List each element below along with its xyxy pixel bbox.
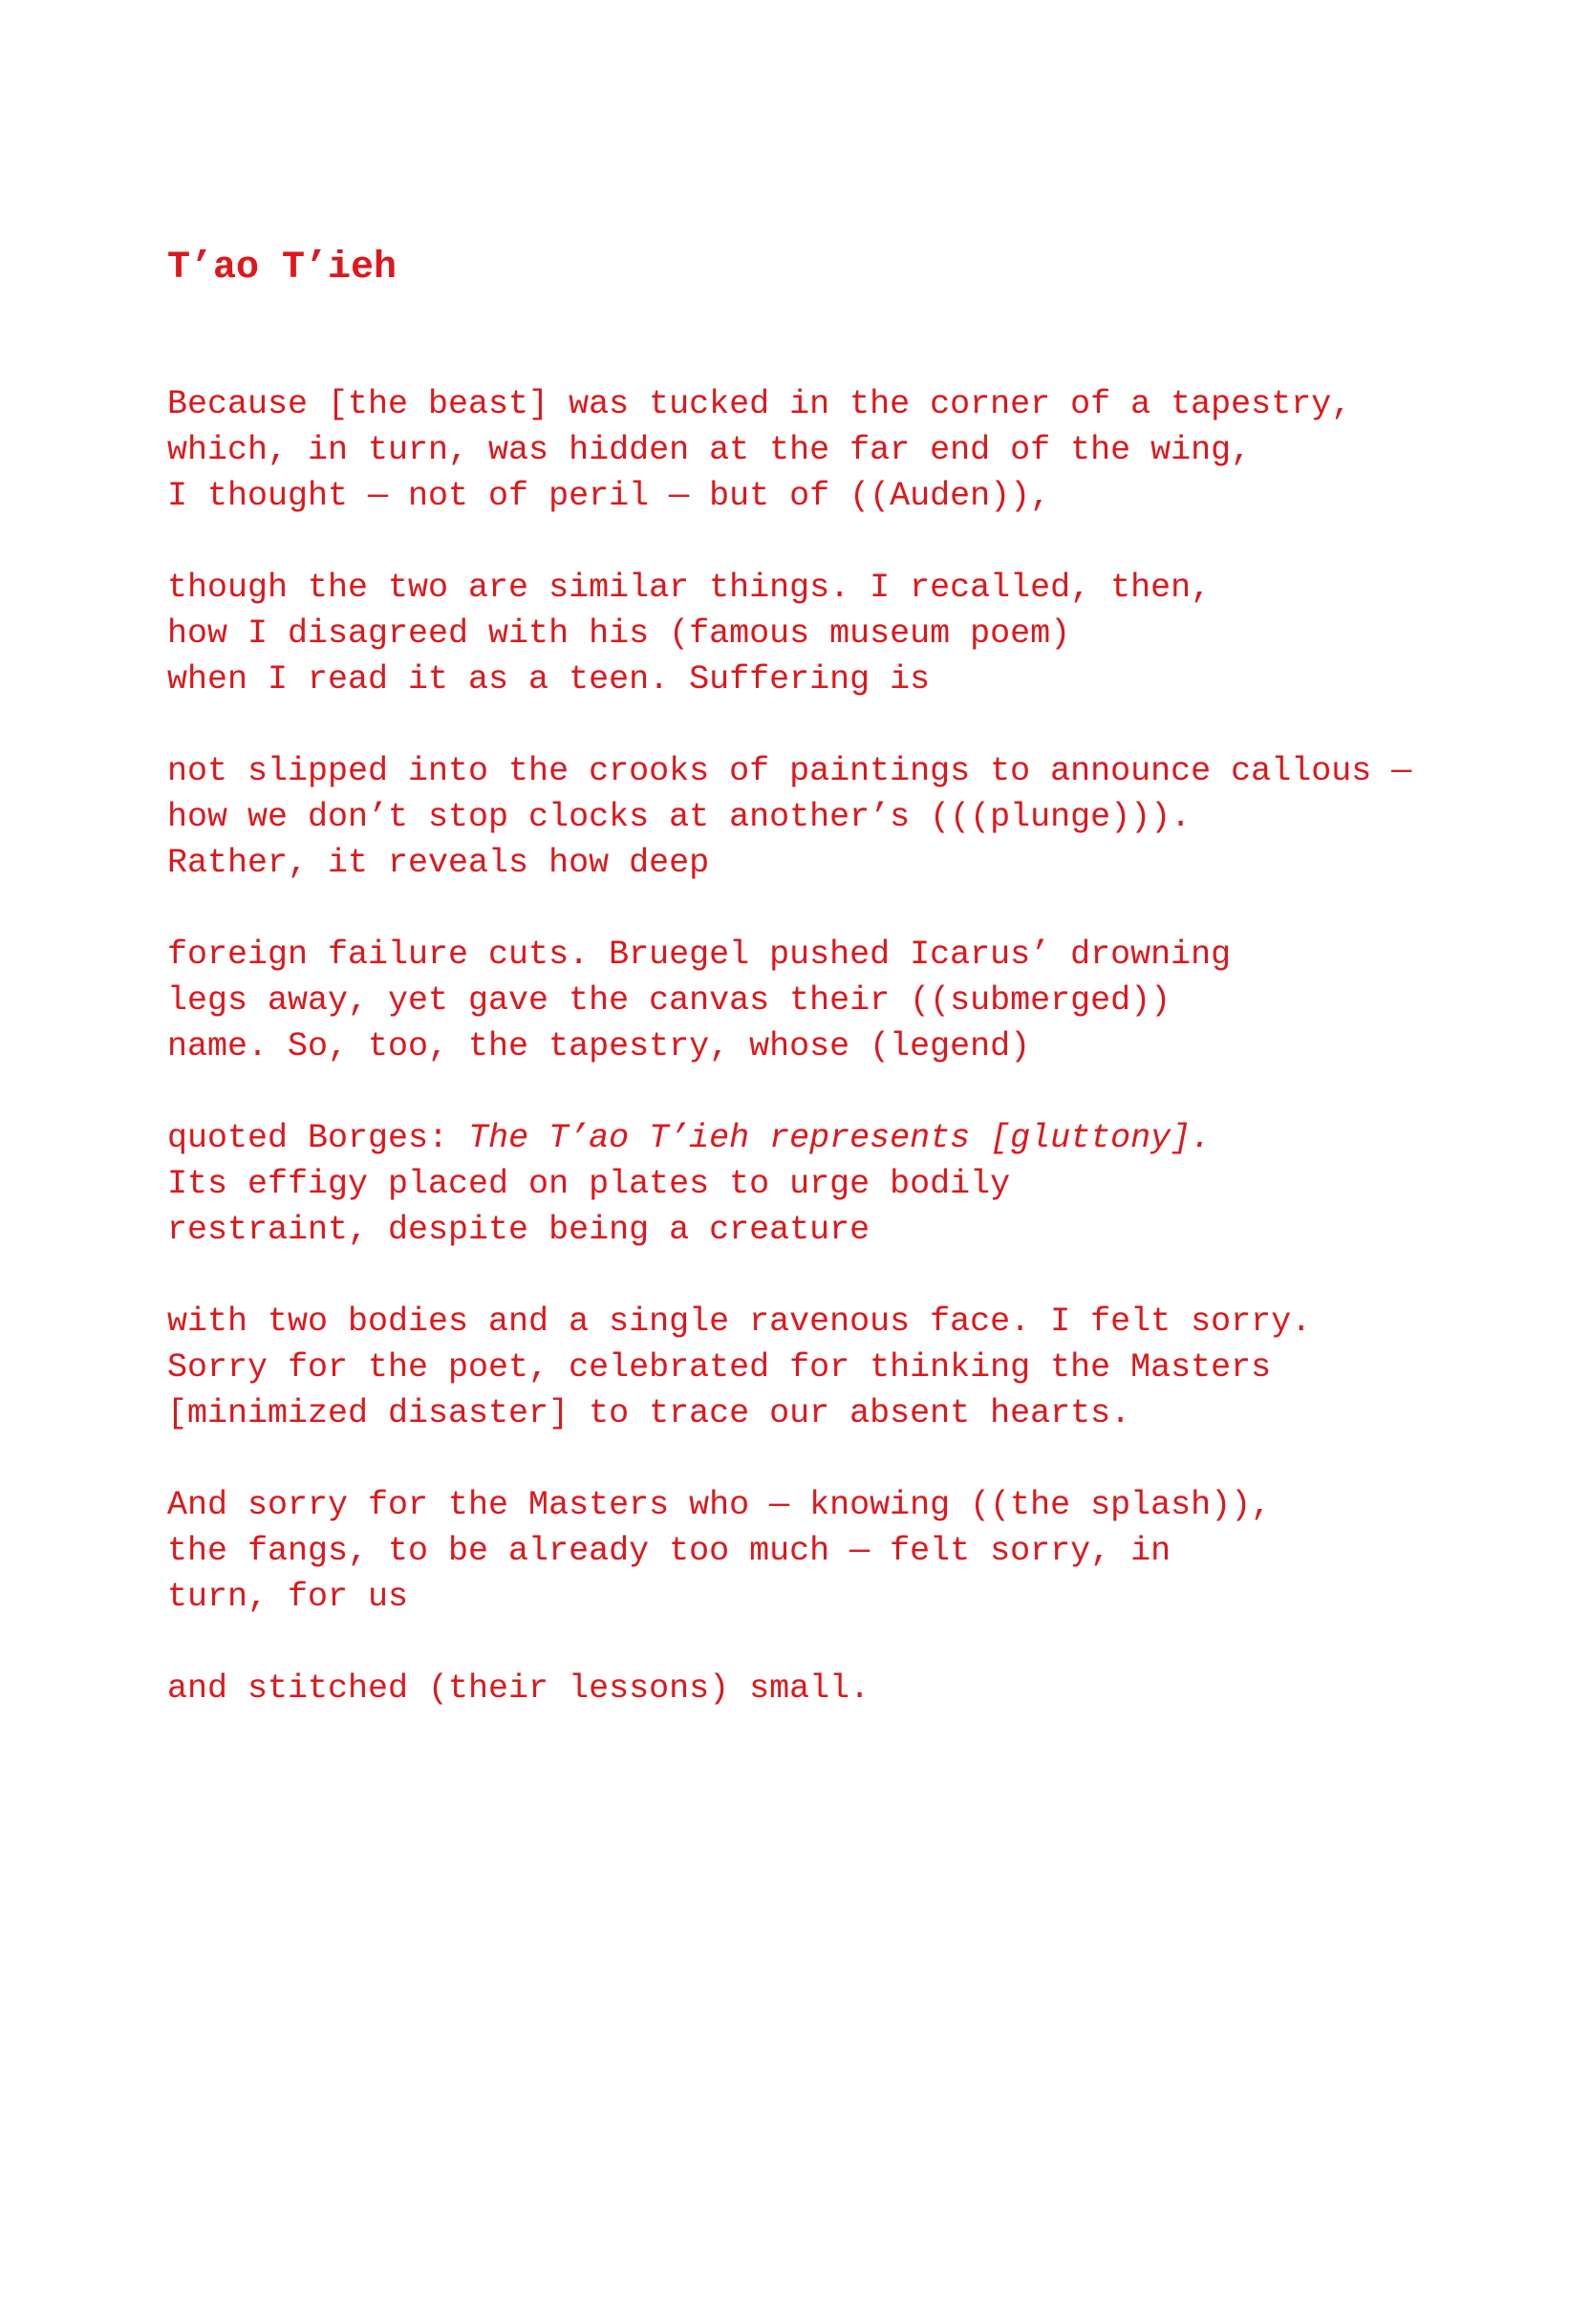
poem-line: which, in turn, was hidden at the far end of the wing, (167, 431, 1252, 469)
poem-line: [minimized disaster] to trace our absent hearts. (167, 1394, 1131, 1432)
stanza-6 (167, 1299, 1543, 1436)
poem (167, 244, 1543, 1757)
poem-line: foreign failure cuts. Bruegel pushed Icarus’ drowning (167, 936, 1232, 974)
poem-line: not slipped into the crooks of paintings to announce callous — (167, 752, 1412, 790)
poem-line: Sorry for the poet, celebrated for thinking the Masters (167, 1348, 1272, 1387)
poem-line: the fangs, to be already too much — felt sorry, in (167, 1532, 1171, 1570)
poem-line: when I read it as a teen. Suffering is (167, 660, 931, 699)
poem-line (167, 1115, 1543, 1161)
borges-quote: The T’ao T’ieh represents [gluttony]. (468, 1119, 1212, 1157)
stanza-7 (167, 1482, 1543, 1620)
stanza-4 (167, 932, 1543, 1069)
stanza-1 (167, 381, 1543, 519)
quote-intro: quoted Borges: (167, 1119, 469, 1157)
stanza-5 (167, 1115, 1543, 1253)
poem-line: restraint, despite being a creature (167, 1211, 870, 1249)
poem-line: with two bodies and a single ravenous face. I felt sorry. (167, 1302, 1312, 1341)
poem-title: T’ao T’ieh (167, 247, 398, 290)
poem-line: turn, for us (167, 1578, 409, 1616)
poem-line: how we don’t stop clocks at another’s (((plunge))). (167, 798, 1192, 836)
poem-line: I thought — not of peril — but of ((Auden)), (167, 477, 1051, 515)
stanza-8 (167, 1666, 1543, 1711)
stanza-2 (167, 565, 1543, 702)
poem-line: Rather, it reveals how deep (167, 844, 710, 882)
stanza-3 (167, 748, 1543, 886)
poem-line: Because [the beast] was tucked in the corner of a tapestry, (167, 385, 1352, 423)
poem-line: and stitched (their lessons) small. (167, 1669, 870, 1708)
poem-line: how I disagreed with his (famous museum poem) (167, 614, 1071, 653)
poem-line: though the two are similar things. I recalled, then, (167, 569, 1212, 607)
poem-line: Its effigy placed on plates to urge bodily (167, 1165, 1011, 1203)
poem-line: legs away, yet gave the canvas their ((submerged)) (167, 981, 1171, 1020)
poem-line: name. So, too, the tapestry, whose (legend) (167, 1027, 1031, 1065)
poem-line: And sorry for the Masters who — knowing ((the splash)), (167, 1486, 1272, 1524)
poem-body (167, 381, 1543, 1711)
